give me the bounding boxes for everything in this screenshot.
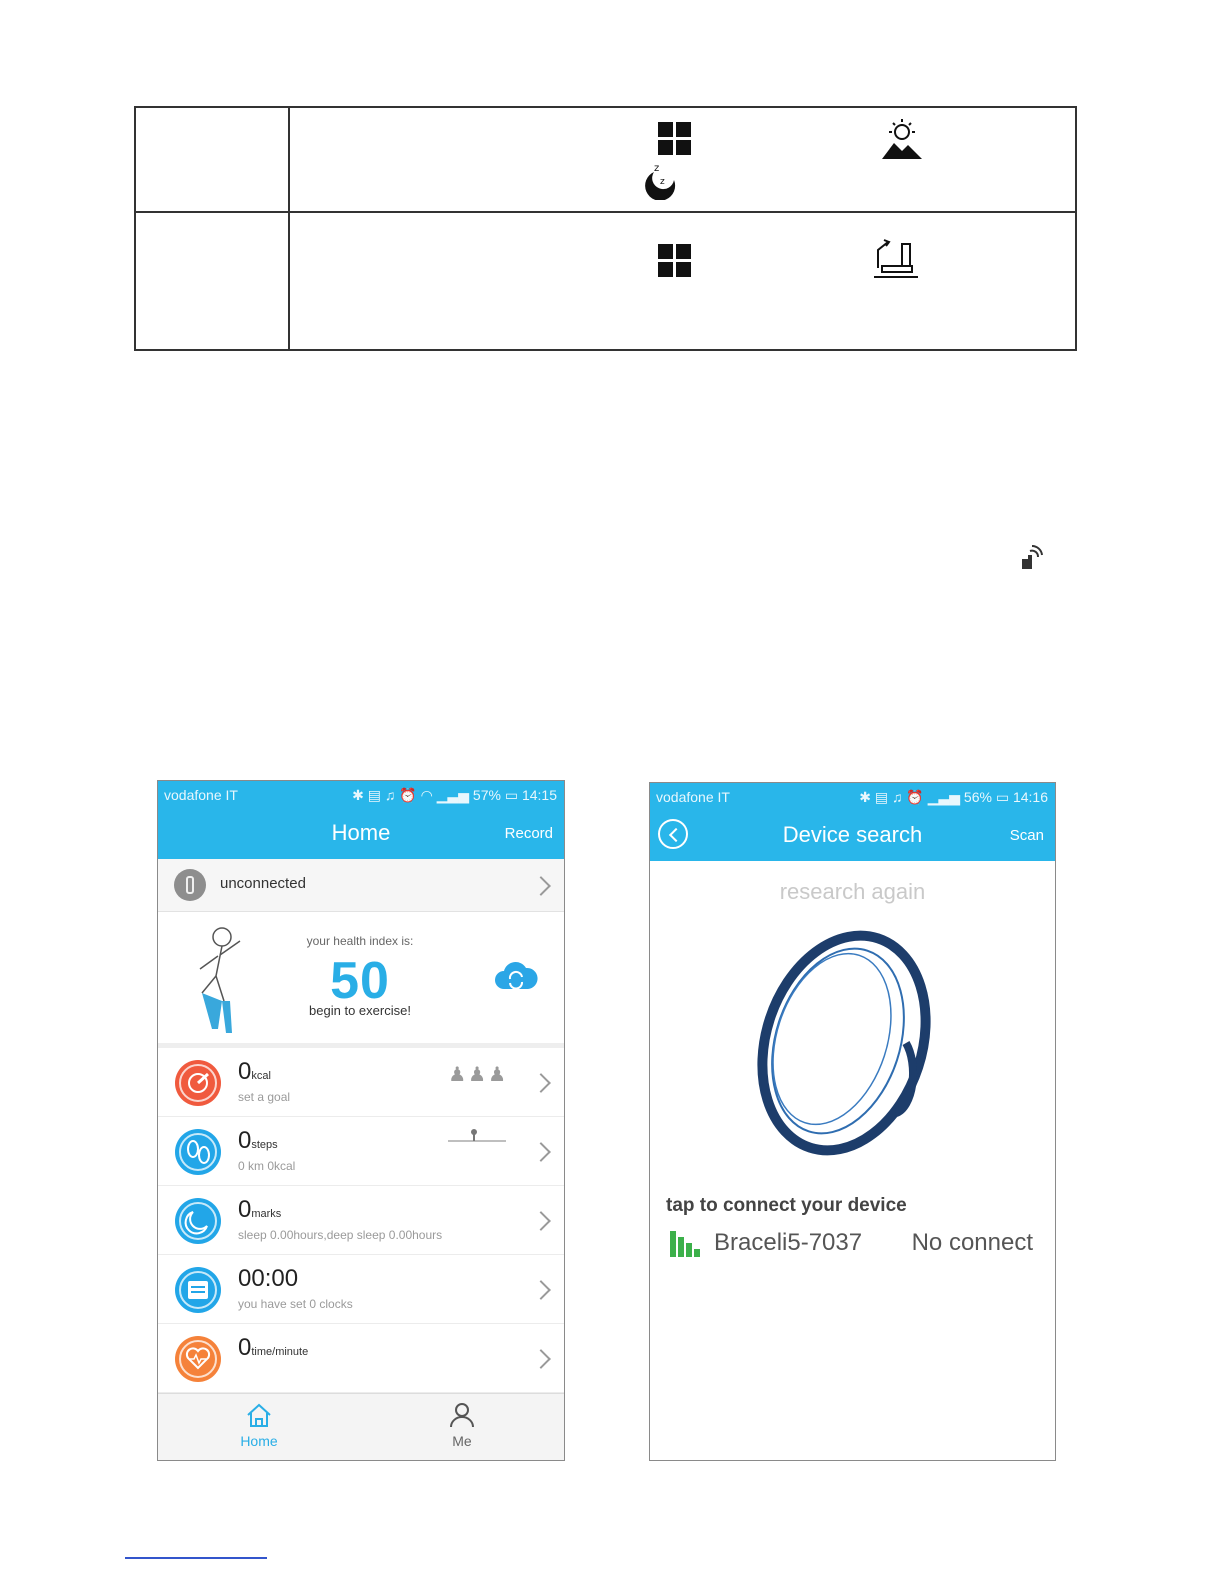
table-row	[136, 108, 1075, 213]
metric-value	[238, 1334, 308, 1362]
tap-vibrate-icon	[1014, 543, 1044, 573]
status-bar	[158, 781, 564, 809]
metric-row[interactable]	[158, 1255, 564, 1324]
chevron-right-icon	[531, 1073, 551, 1093]
app-header	[650, 811, 1055, 861]
calendar-icon	[175, 1267, 221, 1313]
metric-unit: kcal	[251, 1070, 271, 1082]
health-card	[158, 915, 564, 1048]
watch-icon	[174, 869, 206, 901]
metric-value	[238, 1058, 271, 1086]
status-indicators	[352, 787, 557, 804]
research-again-button[interactable]: research again	[779, 879, 926, 904]
metric-subtitle: you have set 0 clocks	[238, 1297, 353, 1311]
metric-subtitle: set a goal	[238, 1090, 291, 1104]
tab-home-label: Home	[240, 1433, 278, 1449]
bottom-tab-bar	[158, 1393, 564, 1460]
metric-unit: steps	[251, 1139, 278, 1151]
progress-slider-icon	[448, 1127, 508, 1152]
page-title: Device search	[782, 822, 923, 847]
tab-home[interactable]	[199, 1402, 319, 1449]
metric-subtitle: sleep 0.00hours,deep sleep 0.00hours	[238, 1228, 443, 1242]
health-index-label: your health index is:	[306, 934, 414, 948]
tab-me-label: Me	[452, 1433, 472, 1449]
metric-value	[238, 1127, 278, 1155]
tab-me[interactable]	[402, 1402, 522, 1449]
metric-subtitle: 0 km 0kcal	[238, 1159, 296, 1173]
device-search-screenshot	[649, 782, 1056, 1461]
metric-row[interactable]	[158, 1117, 564, 1186]
wrist-raise-icon	[872, 236, 920, 280]
metric-value	[238, 1265, 298, 1293]
tap-to-connect-label: tap to connect your device	[666, 1195, 907, 1216]
footprints-icon	[175, 1129, 221, 1175]
status-bar	[650, 783, 1055, 811]
battery-label: 56%	[963, 789, 992, 805]
table-row	[136, 211, 1075, 349]
app-header	[158, 809, 564, 859]
health-message: begin to exercise!	[309, 1003, 411, 1018]
chevron-right-icon	[531, 876, 551, 896]
record-button[interactable]: Record	[504, 825, 553, 842]
metric-number: 0	[238, 1058, 252, 1085]
moon-icon	[175, 1198, 221, 1244]
metric-value	[238, 1196, 281, 1224]
metric-number: 00:00	[238, 1265, 299, 1292]
device-name: Braceli5-7037	[714, 1229, 863, 1256]
footer-rule	[125, 1557, 267, 1559]
metric-number: 0	[238, 1196, 252, 1223]
signal-icon: ▁▃▅	[927, 789, 961, 805]
bluetooth-icon: ✱ ▤ ♫ ⏰ ◠	[352, 787, 433, 803]
metric-row[interactable]	[158, 1048, 564, 1117]
svg-text:z: z	[660, 177, 665, 187]
metric-number: 0	[238, 1334, 252, 1361]
carrier-label: vodafone IT	[164, 787, 238, 803]
cloud-sync-icon[interactable]	[494, 959, 538, 991]
sleep-moon-icon	[644, 160, 678, 200]
page-title: Home	[331, 820, 391, 845]
battery-icon: ▭	[504, 787, 519, 803]
battery-icon: ▭	[995, 789, 1010, 805]
connection-status: unconnected	[220, 875, 306, 892]
people-icon: ♟♟♟	[448, 1064, 508, 1086]
device-list-item[interactable]	[666, 1227, 1055, 1261]
target-icon	[175, 1060, 221, 1106]
chevron-right-icon	[531, 1280, 551, 1300]
chevron-right-icon	[531, 1142, 551, 1162]
grid-icon	[658, 244, 692, 278]
clock-label: 14:16	[1012, 789, 1048, 805]
battery-label: 57%	[472, 787, 501, 803]
chevron-right-icon	[531, 1349, 551, 1369]
status-indicators	[859, 789, 1048, 806]
heart-icon	[175, 1336, 221, 1382]
metric-number: 0	[238, 1127, 252, 1154]
health-index-value: 50	[330, 952, 390, 1010]
svg-text:z: z	[654, 163, 660, 174]
metric-row[interactable]	[158, 1186, 564, 1255]
metric-unit: marks	[251, 1208, 282, 1220]
clock-label: 14:15	[521, 787, 557, 803]
carrier-label: vodafone IT	[656, 789, 730, 805]
home-screenshot	[157, 780, 565, 1461]
device-status: No connect	[911, 1229, 1033, 1256]
connection-row[interactable]	[158, 859, 564, 912]
scan-button[interactable]: Scan	[1009, 827, 1044, 844]
metric-row[interactable]	[158, 1324, 564, 1393]
home-icon	[245, 1402, 273, 1428]
instruction-table	[134, 106, 1077, 351]
signal-strength-icon	[670, 1229, 704, 1259]
bracelet-illustration	[746, 923, 956, 1173]
bluetooth-icon: ✱ ▤ ♫ ⏰	[859, 789, 924, 805]
grid-icon	[658, 122, 692, 156]
sunrise-landscape-icon	[880, 118, 924, 160]
user-icon	[448, 1402, 476, 1428]
metric-unit: time/minute	[251, 1346, 309, 1358]
signal-icon: ▁▃▅	[436, 787, 470, 803]
chevron-right-icon	[531, 1211, 551, 1231]
